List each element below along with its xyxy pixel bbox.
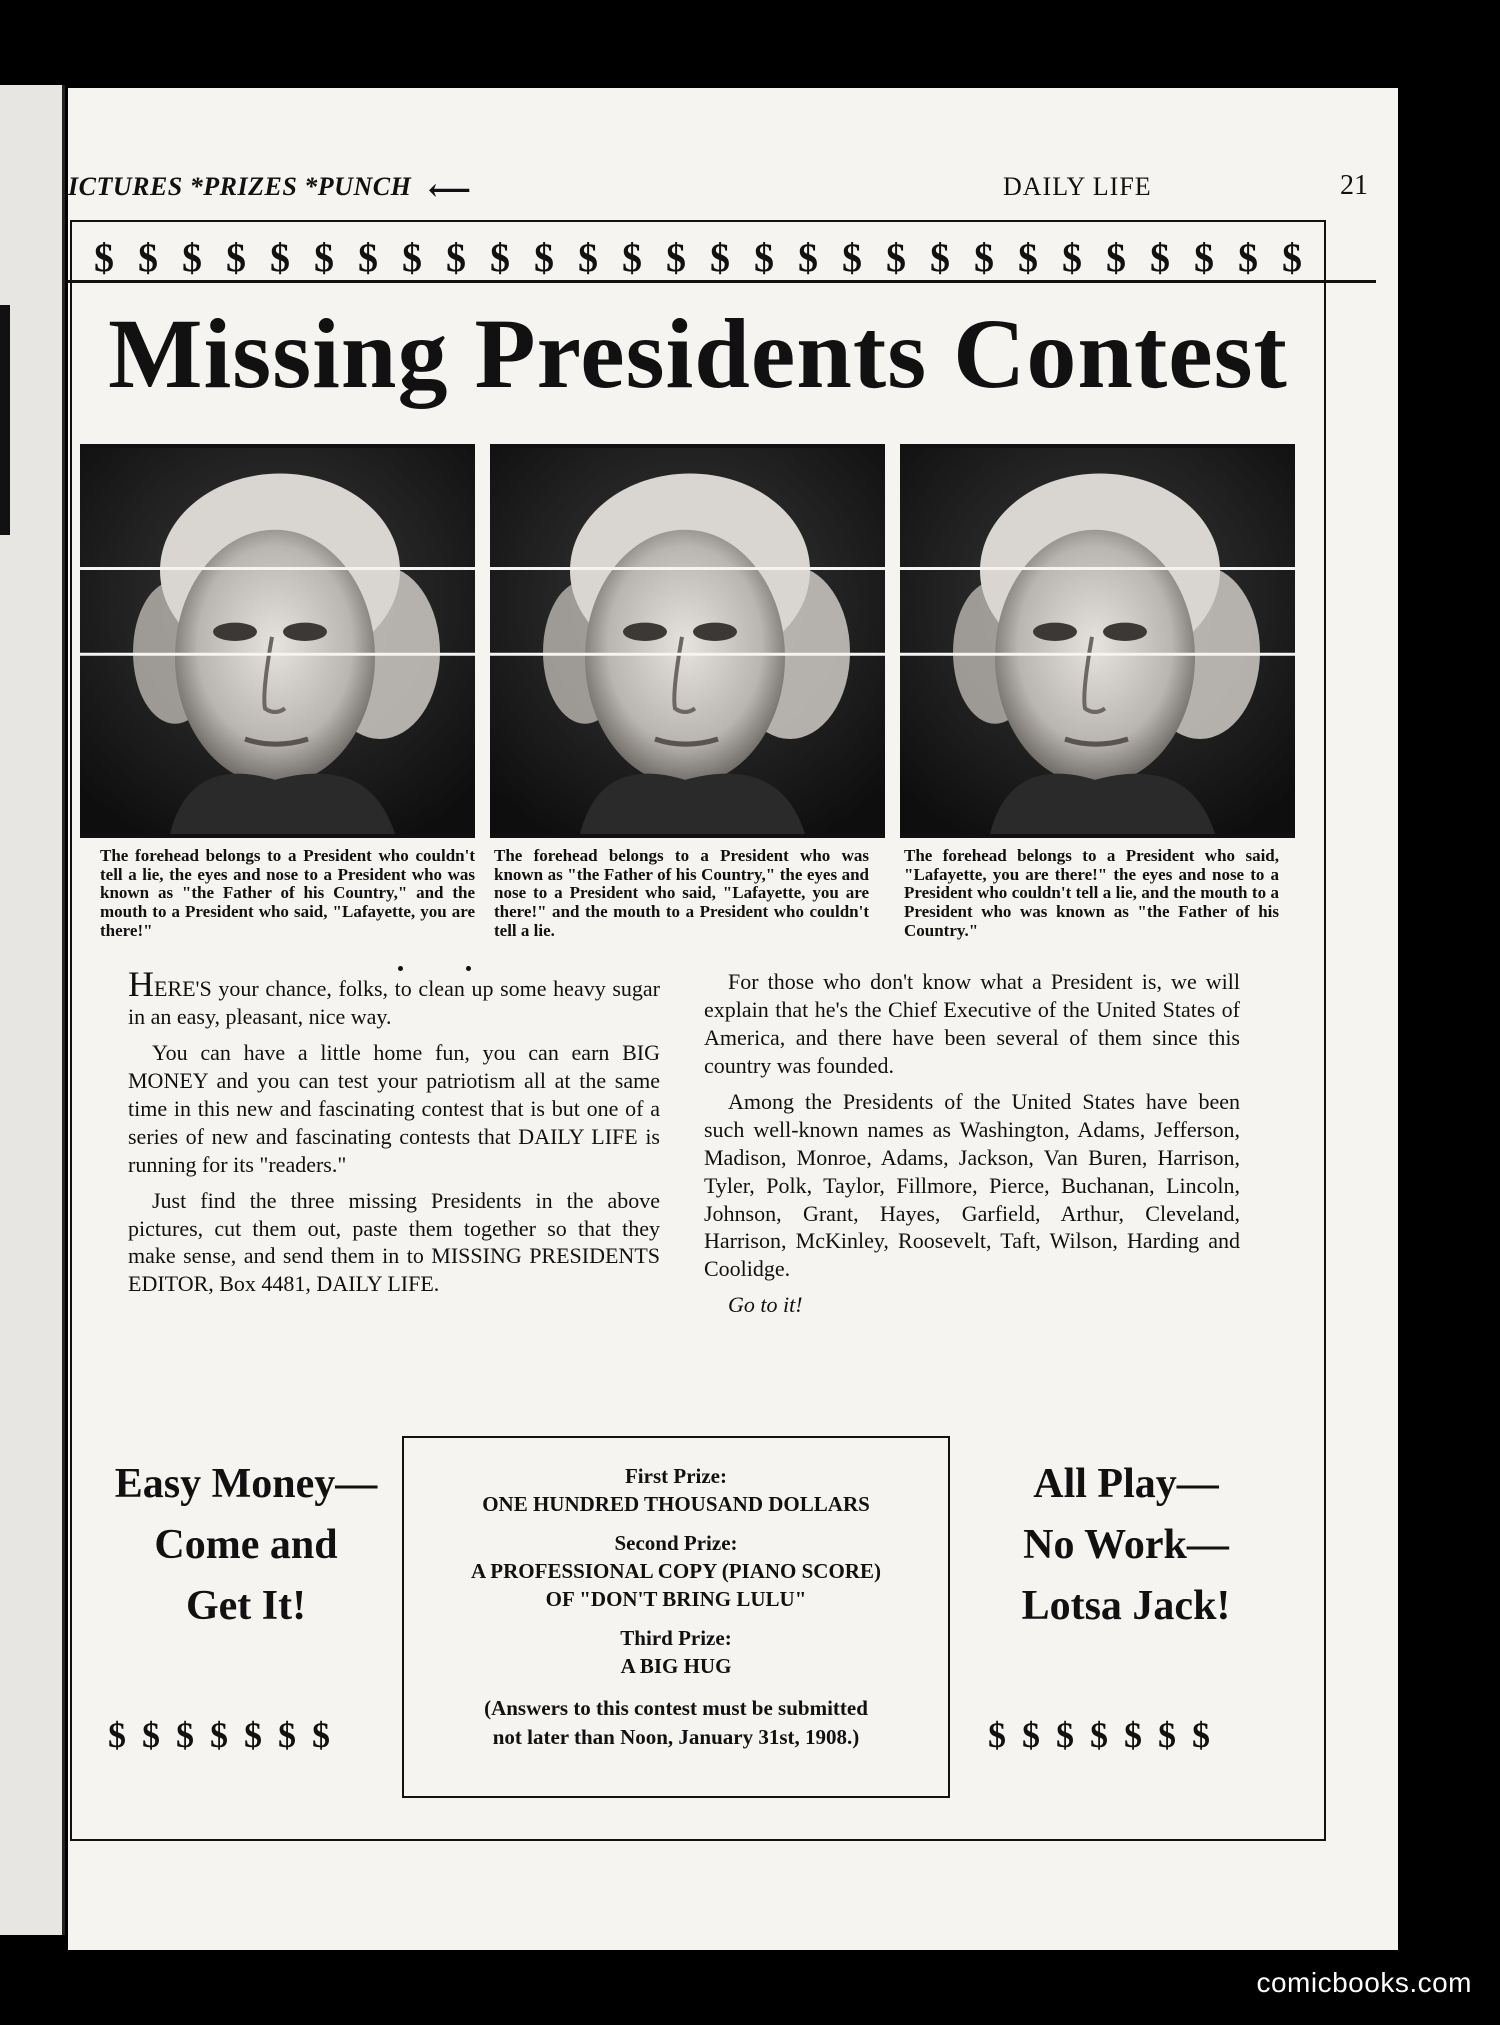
slogan-line: Come and xyxy=(154,1521,338,1568)
running-head xyxy=(68,168,1398,208)
page-number: 21 xyxy=(1340,170,1368,201)
dollar-sign: $ xyxy=(534,235,554,280)
magazine-name: DAILY LIFE xyxy=(1003,172,1152,201)
caption-3: The forehead belongs to a President who said, "Lafayette, you are there!" the eyes and nose to a President who couldn't tell a lie, and the mouth to a President who was known as "the Father of his Country." xyxy=(904,846,1279,940)
dollar-sign: $ xyxy=(710,235,730,280)
paragraph: You can have a little home fun, you can earn BIG MONEY and you can test your patriotism all at the same time in this new and fascinating contest that is but one of a series of new and fascinating contests that DAILY LIFE is running for its "readers." xyxy=(128,1039,660,1177)
dollar-sign: $ xyxy=(226,235,246,280)
slogan-line: Get It! xyxy=(185,1582,307,1629)
dollar-sign: $ xyxy=(622,235,642,280)
portrait-1 xyxy=(80,444,475,838)
dollar-sign-row xyxy=(72,234,1324,294)
dollar-sign: $ xyxy=(1194,235,1214,280)
third-prize-label: Third Prize: xyxy=(620,1625,732,1650)
body-column-right xyxy=(704,968,1240,1327)
closing-line: Go to it! xyxy=(728,1292,803,1318)
paragraph: Just find the three missing Presidents in the above pictures, cut them out, paste them together so that they make sense, and send them in to MISSING PRESIDENTS EDITOR, Box 4481, DAILY LIFE. xyxy=(128,1187,660,1297)
left-arrow-icon: ⟵ xyxy=(428,174,472,207)
portrait-3 xyxy=(900,444,1295,838)
caption-1: The forehead belongs to a President who couldn't tell a lie, the eyes and nose to a President who was known as "the Father of his Country," and the mouth to a President who said, "Lafayette, you are there!" xyxy=(100,846,475,940)
dollar-sign: $ xyxy=(314,235,334,280)
dollar-signs-left: $$$$$$$ xyxy=(108,1715,346,1755)
dollar-sign: $ xyxy=(886,235,906,280)
slogan-left xyxy=(96,1454,396,1637)
dollar-sign: $ xyxy=(138,235,158,280)
prize-box xyxy=(402,1436,950,1798)
slogan-right xyxy=(976,1454,1276,1637)
section-tagline: ICTURES *PRIZES *PUNCH xyxy=(68,172,412,201)
dollar-sign: $ xyxy=(270,235,290,280)
contest-frame xyxy=(70,220,1326,1841)
second-prize-value: A PROFESSIONAL COPY (PIANO SCORE) xyxy=(471,1559,881,1584)
drop-cap: H xyxy=(128,964,154,1004)
first-prize-label: First Prize: xyxy=(624,1464,728,1488)
dollar-sign: $ xyxy=(842,235,862,280)
dollar-sign: $ xyxy=(94,235,114,280)
second-prize-label: Second Prize: xyxy=(614,1530,738,1555)
dollar-sign: $ xyxy=(666,235,686,280)
first-prize-value: ONE HUNDRED THOUSAND DOLLARS xyxy=(482,1492,870,1517)
portrait-illustration xyxy=(80,448,475,834)
dollar-sign: $ xyxy=(490,235,510,280)
dollar-signs-right: $$$$$$$ xyxy=(988,1715,1226,1755)
deadline-note: (Answers to this contest must be submitted xyxy=(484,1696,868,1721)
dollar-sign: $ xyxy=(182,235,202,280)
dollar-sign: $ xyxy=(1150,235,1170,280)
portrait-2 xyxy=(490,444,885,838)
deadline-note: not later than Noon, January 31st, 1908.) xyxy=(492,1724,860,1749)
dollar-sign: $ xyxy=(446,235,466,280)
portrait-illustration xyxy=(490,448,885,834)
portrait-strip xyxy=(80,444,1302,834)
slogan-line: No Work— xyxy=(1023,1521,1229,1568)
slogan-line: Lotsa Jack! xyxy=(1021,1582,1231,1629)
adjacent-page-edge xyxy=(0,85,65,1935)
headline: Missing Presidents Contest xyxy=(108,298,1288,409)
magazine-page xyxy=(68,88,1398,1950)
dollar-sign: $ xyxy=(402,235,422,280)
watermark: comicbooks.com xyxy=(1256,1967,1472,1998)
body-column-left xyxy=(128,964,660,1306)
dollar-sign: $ xyxy=(358,235,378,280)
paragraph-text: ERE'S your chance, folks, to clean up some heavy sugar in an easy, pleasant, nice way. xyxy=(128,976,660,1029)
caption-2: The forehead belongs to a President who was known as "the Father of his Country," the eyes and nose to a President who said, "Lafayette, you are there!" and the mouth to a President who couldn't tell a lie. xyxy=(494,846,869,940)
page-edge-mark xyxy=(0,305,10,535)
paragraph: For those who don't know what a President is, we will explain that he's the Chief Executive of the United States of America, and there have been several of them since this country was founded. xyxy=(704,969,1240,1078)
dollar-sign: $ xyxy=(754,235,774,280)
dollar-sign: $ xyxy=(974,235,994,280)
portrait-illustration xyxy=(900,448,1295,834)
dollar-sign: $ xyxy=(798,235,818,280)
dollar-sign: $ xyxy=(1238,235,1258,280)
dollar-sign: $ xyxy=(1106,235,1126,280)
dollar-sign: $ xyxy=(1062,235,1082,280)
dollar-sign: $ xyxy=(578,235,598,280)
dollar-sign: $ xyxy=(930,235,950,280)
dollar-sign: $ xyxy=(1018,235,1038,280)
dollar-sign: $ xyxy=(1282,235,1302,280)
second-prize-value: OF "DON'T BRING LULU" xyxy=(545,1587,807,1612)
slogan-line: Easy Money— xyxy=(114,1461,378,1507)
paragraph: Among the Presidents of the United States have been such well-known names as Washington, Adams, Jefferson, Madison, Monroe, Adams, Jackson, Van Buren, Harrison, Tyler, Polk, Taylor, Fillmore, Pierce, Buchanan, Lincoln, Johnson, Grant, Hayes, Garfield, Arthur, Cleveland, Harrison, McKinley, Roosevelt, Taft, Wilson, Harding and Coolidge. xyxy=(704,1088,1240,1282)
third-prize-value: A BIG HUG xyxy=(620,1654,732,1679)
slogan-line: All Play— xyxy=(1033,1461,1219,1507)
paragraph xyxy=(128,964,660,1031)
